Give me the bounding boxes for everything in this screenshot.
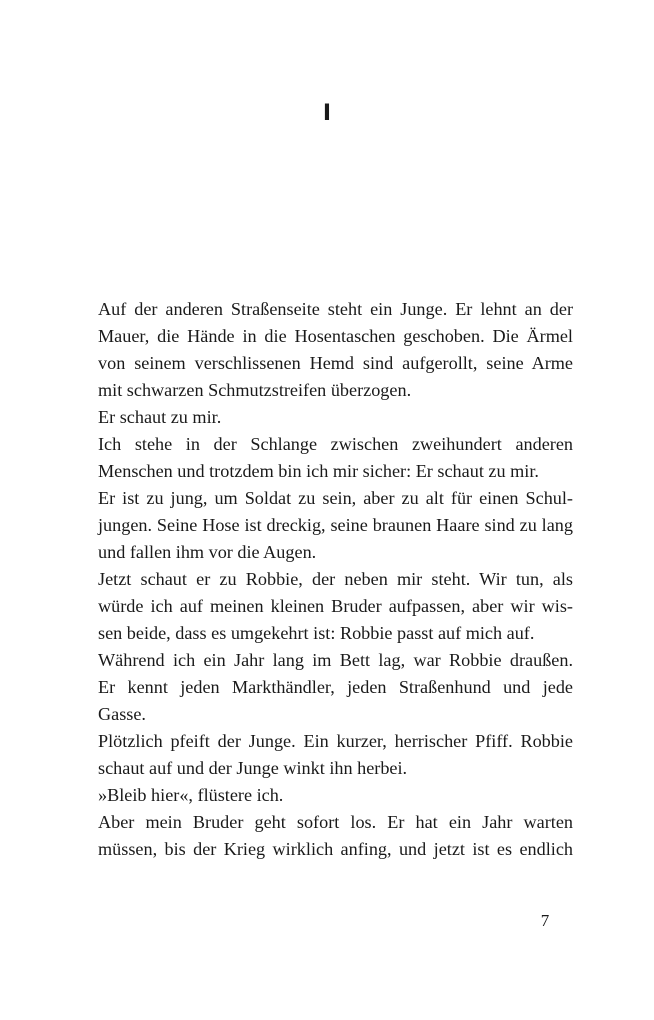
paragraph (98, 728, 573, 782)
text-line: Aber mein Bruder geht sofort los. Er hat ein Jahr warten (98, 812, 573, 832)
text-line: von seinem verschlissenen Hemd sind aufgerollt, seine Arme (98, 353, 573, 373)
body-text (98, 296, 573, 863)
chapter-number: I (322, 101, 332, 126)
text-line: würde ich auf meinen kleinen Bruder aufpassen, aber wir wis- (98, 596, 573, 616)
text-line: mit schwarzen Schmutzstreifen überzogen. (98, 380, 412, 400)
text-line: Gasse. (98, 704, 146, 724)
text-line: Er ist zu jung, um Soldat zu sein, aber zu alt für einen Schul- (98, 488, 573, 508)
text-line: Menschen und trotzdem bin ich mir sicher: Er schaut zu mir. (98, 461, 539, 481)
paragraph (98, 566, 573, 647)
paragraph (98, 296, 573, 404)
text-line: und fallen ihm vor die Augen. (98, 542, 317, 562)
text-line: müssen, bis der Krieg wirklich anfing, und jetzt ist es endlich (98, 839, 573, 859)
text-line: Er kennt jeden Markthändler, jeden Straßenhund und jede (98, 677, 573, 697)
paragraph (98, 782, 573, 809)
text-line: schaut auf und der Junge winkt ihn herbei. (98, 758, 408, 778)
text-line: Ich stehe in der Schlange zwischen zweihundert anderen (98, 434, 573, 454)
paragraph (98, 431, 573, 485)
text-line: Während ich ein Jahr lang im Bett lag, war Robbie draußen. (98, 650, 573, 670)
text-line: Er schaut zu mir. (98, 407, 222, 427)
text-line: sen beide, dass es umgekehrt ist: Robbie passt auf mich auf. (98, 623, 535, 643)
text-line: Mauer, die Hände in die Hosentaschen geschoben. Die Ärmel (98, 326, 573, 346)
text-line: Jetzt schaut er zu Robbie, der neben mir steht. Wir tun, als (98, 569, 573, 589)
text-line: Auf der anderen Straßenseite steht ein Junge. Er lehnt an der (98, 299, 573, 319)
paragraph (98, 485, 573, 566)
paragraph (98, 404, 573, 431)
text-line: »Bleib hier«, flüstere ich. (98, 785, 284, 805)
paragraph (98, 809, 573, 863)
text-line: Plötzlich pfeift der Junge. Ein kurzer, herrischer Pfiff. Robbie (98, 731, 573, 751)
paragraph (98, 647, 573, 728)
text-line: jungen. Seine Hose ist dreckig, seine braunen Haare sind zu lang (98, 515, 573, 535)
page-number: 7 (540, 911, 550, 930)
